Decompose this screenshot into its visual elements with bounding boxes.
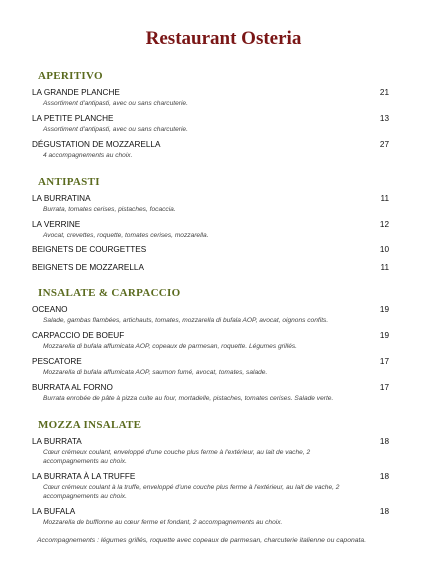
menu-item [32,383,389,404]
item-price: 17 [379,357,389,367]
section-mozza-insalate [32,419,389,527]
item-name: LA BURRATINA [32,193,91,203]
item-price: 11 [380,263,389,273]
item-description: Cœur crémeux coulant à la truffe, enveloppé d'une couche plus ferme à l'extérieur, au lait de vache, 2 accompagnements au choix. [43,483,340,500]
item-description: Salade, gambas flambées, artichauts, tomates, mozzarella di bufala AOP, avocat, oignons confits. [43,317,329,325]
menu-item [32,245,389,254]
item-description: Cœur crémeux coulant, enveloppé d'une couche plus ferme à l'extérieur, au lait de vache, 2 accompagnements au choix. [43,449,311,465]
item-price: 27 [379,139,389,149]
item-price: 18 [379,471,389,481]
item-name: DÉGUSTATION DE MOZZARELLA [32,139,161,149]
section-title: MOZZA INSALATE [38,419,142,432]
item-description: Mozzarella di bufala affumicata AOP, copeaux de parmesan, roquette. Légumes grillés. [43,343,297,351]
item-price: 18 [379,437,389,447]
menu-item [32,263,389,272]
section-antipasti [32,176,389,273]
menu-item [32,472,389,502]
section-title: INSALATE & CARPACCIO [38,287,181,300]
menu-item [32,220,389,241]
item-name: OCEANO [32,305,68,315]
menu-item [32,194,389,215]
item-description: Avocat, crevettes, roquette, tomates cerises, mozzarella. [43,231,209,239]
item-description: Mozzarella di bufala affumicata AOP, saumon fumé, avocat, tomates, salade. [43,369,268,377]
item-description: Assortiment d'antipasti, avec ou sans charcuterie. [43,100,188,107]
menu-item [32,507,389,528]
item-price: 10 [379,245,389,255]
menu-item [32,114,389,135]
item-price: 19 [379,331,389,341]
menu-item [32,437,389,467]
item-name: LA BURRATA [32,437,82,447]
item-name: LA GRANDE PLANCHE [32,88,120,97]
item-description: Burrata enrobée de pâte à pizza cuite au four, mortadelle, pistaches, tomates cerises. Salade verte. [43,395,334,403]
item-description: Burrata, tomates cerises, pistaches, focaccia. [43,205,176,213]
item-price: 19 [379,305,389,315]
item-price: 13 [379,113,389,123]
item-price: 11 [380,193,389,203]
item-name: BEIGNETS DE COURGETTES [32,245,147,255]
section-title: APERITIVO [38,70,103,82]
menu-item [32,140,389,161]
item-description: Mozzarella de bufflonne au cœur ferme et fondant, 2 accompagnements au choix. [43,518,283,526]
section-insalate-carpaccio [32,287,389,404]
item-price: 17 [379,383,389,393]
item-name: BEIGNETS DE MOZZARELLA [32,263,144,273]
item-name: BURRATA AL FORNO [32,383,113,393]
item-name: PESCATORE [32,357,82,367]
item-name: LA BURRATA À LA TRUFFE [32,471,136,481]
item-description: 4 accompagnements au choix. [43,151,133,159]
menu-item [32,331,389,352]
item-name: LA PETITE PLANCHE [32,113,114,123]
menu-item [32,305,389,326]
item-price: 18 [379,506,389,516]
item-name: CARPACCIO DE BOEUF [32,331,125,341]
accompaniments-note: Accompagnements : légumes grillés, roquette avec copeaux de parmesan, charcuterie italienne ou caponata. [37,537,367,545]
menu-item [32,357,389,378]
item-description: Assortiment d'antipasti, avec ou sans charcuterie. [43,125,188,133]
section-aperitivo [32,70,389,161]
restaurant-title: Restaurant Osteria [145,28,302,49]
item-price: 21 [379,88,389,97]
section-title: ANTIPASTI [38,175,100,188]
item-name: LA BUFALA [32,506,76,516]
item-price: 12 [379,219,389,229]
item-name: LA VERRINE [32,219,81,229]
menu-item [32,88,389,109]
